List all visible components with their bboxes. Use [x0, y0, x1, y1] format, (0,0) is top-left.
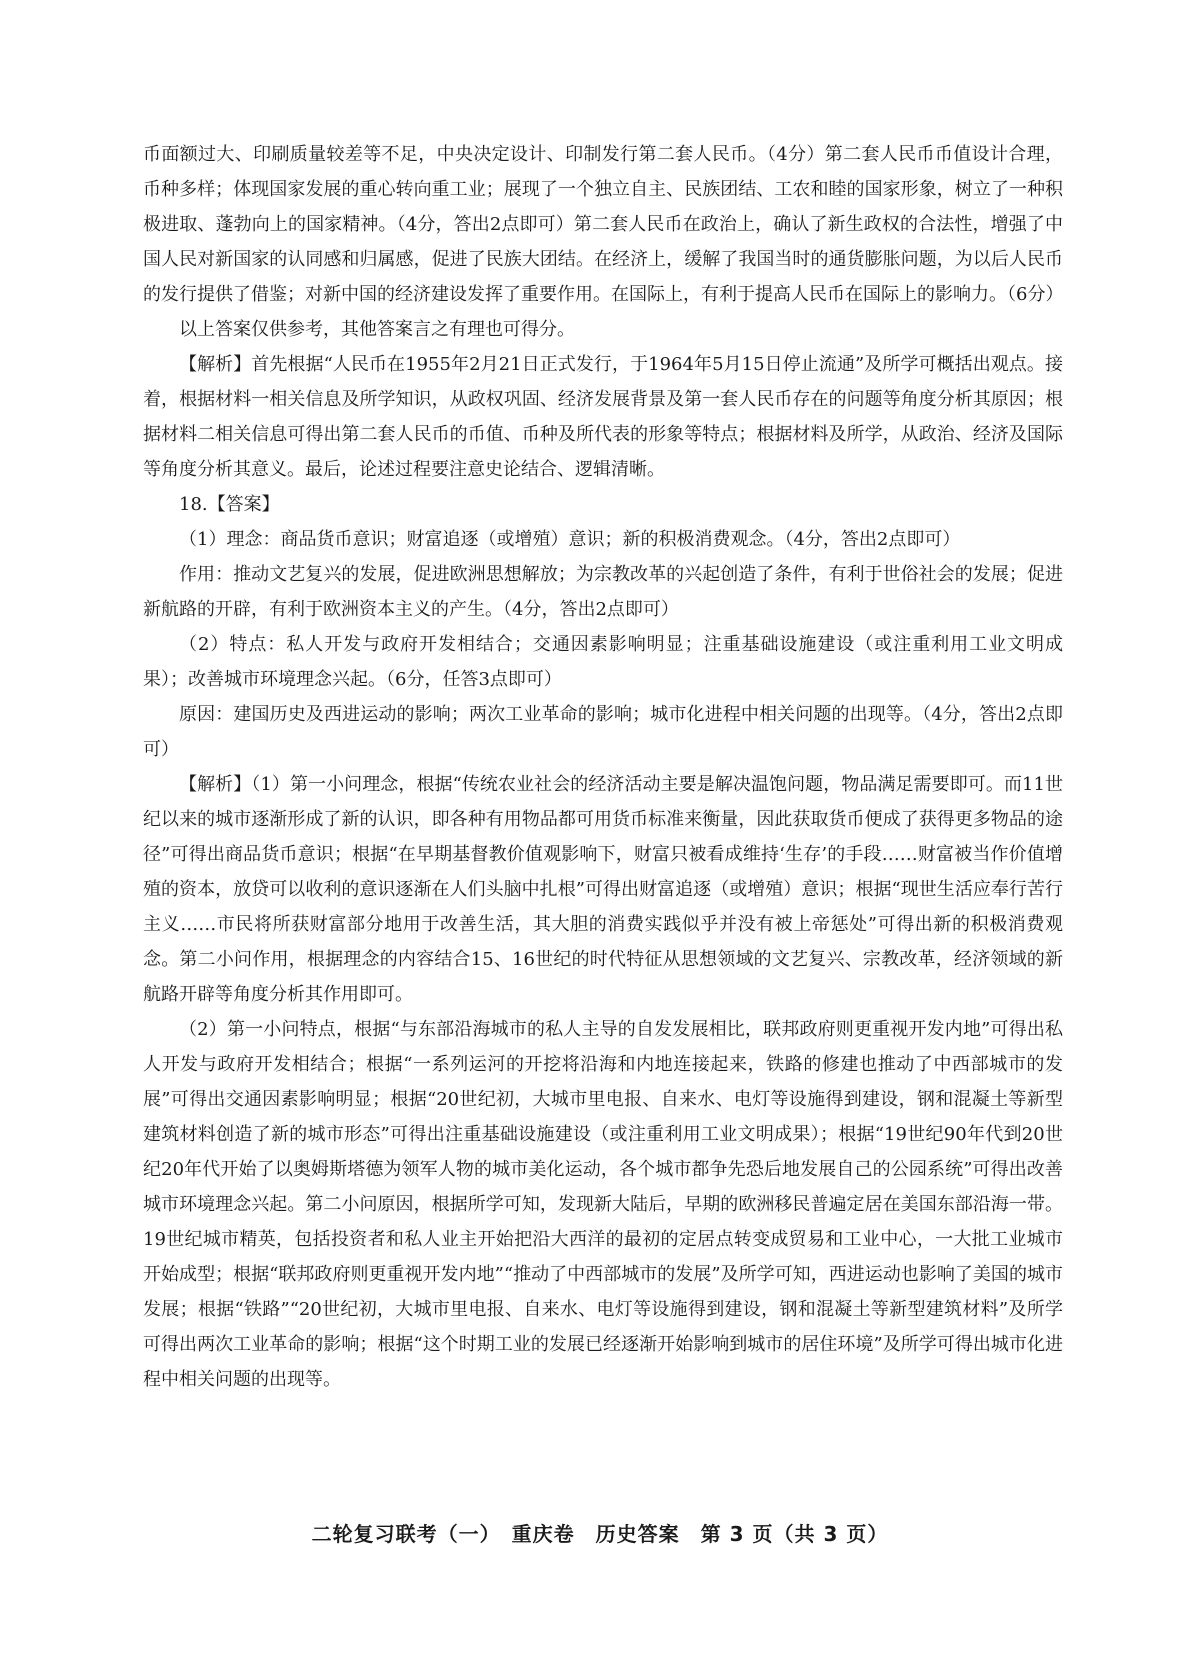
- paragraph-analysis-18-2: （2）第一小问特点，根据“与东部沿海城市的私人主导的自发发展相比，联邦政府则更重视开发内地”可得出私人开发与政府开发相结合；根据“一系列运河的开挖将沿海和内地连接起来，铁路的修建也推动了中西部城市的发展”可得出交通因素影响明显；根据“20世纪初，大城市里电报、自来水、电灯等设施得到建设，钢和混凝土等新型建筑材料创造了新的城市形态”可得出注重基础设施建设（或注重利用工业文明成果）；根据“19世纪90年代到20世纪20年代开始了以奥姆斯塔德为领军人物的城市美化运动，各个城市都争先恐后地发展自己的公园系统”可得出改善城市环境理念兴起。第二小问原因，根据所学可知，发现新大陆后，早期的欧洲移民普遍定居在美国东部沿海一带。19世纪城市精英，包括投资者和私人业主开始把沿大西洋的最初的定居点转变成贸易和工业中心，一大批工业城市开始成型；根据“联邦政府则更重视开发内地”“推动了中西部城市的发展”及所学可知，西进运动也影响了美国的城市发展；根据“铁路”“20世纪初，大城市里电报、自来水、电灯等设施得到建设，钢和混凝土等新型建筑材料”及所学可得出两次工业革命的影响；根据“这个时期工业的发展已经逐渐开始影响到城市的居住环境”及所学可得出城市化进程中相关问题的出现等。: [143, 1019, 1063, 1390]
- paragraph-reference-note: 以上答案仅供参考，其他答案言之有理也可得分。: [179, 319, 575, 340]
- paragraph-18-1-concept: （1）理念：商品货币意识；财富追逐（或增殖）意识；新的积极消费观念。（4分，答出2点即可）: [179, 529, 961, 550]
- answer-content: [143, 137, 1063, 1397]
- paragraph-18-2-reasons: 原因：建国历史及西进运动的影响；两次工业革命的影响；城市化进程中相关问题的出现等。（4分，答出2点即可）: [143, 704, 1063, 760]
- page-footer: 二轮复习联考（一） 重庆卷 历史答案 第 3 页（共 3 页）: [311, 1522, 889, 1546]
- paragraph-18-1-effect: 作用：推动文艺复兴的发展，促进欧洲思想解放；为宗教改革的兴起创造了条件，有利于世俗社会的发展；促进新航路的开辟，有利于欧洲资本主义的产生。（4分，答出2点即可）: [143, 564, 1063, 620]
- paragraph-renminbi-answer: 币面额过大、印刷质量较差等不足，中央决定设计、印制发行第二套人民币。（4分）第二套人民币币值设计合理，币种多样；体现国家发展的重心转向重工业；展现了一个独立自主、民族团结、工农和睦的国家形象，树立了一种积极进取、蓬勃向上的国家精神。（4分，答出2点即可）第二套人民币在政治上，确认了新生政权的合法性，增强了中国人民对新国家的认同感和归属感，促进了民族大团结。在经济上，缓解了我国当时的通货膨胀问题，为以后人民币的发行提供了借鉴；对新中国的经济建设发挥了重要作用。在国际上，有利于提高人民币在国际上的影响力。（6分）: [143, 144, 1064, 305]
- paragraph-18-2-features: （2）特点：私人开发与政府开发相结合；交通因素影响明显；注重基础设施建设（或注重利用工业文明成果）；改善城市环境理念兴起。（6分，任答3点即可）: [143, 634, 1063, 690]
- question-18-heading: 18.【答案】: [179, 494, 280, 515]
- paragraph-analysis-17: 【解析】首先根据“人民币在1955年2月21日正式发行，于1964年5月15日停止流通”及所学可概括出观点。接着，根据材料一相关信息及所学知识，从政权巩固、经济发展背景及第一套人民币存在的问题等角度分析其原因；根据材料二相关信息可得出第二套人民币的币值、币种及所代表的形象等特点；根据材料及所学，从政治、经济及国际等角度分析其意义。最后，论述过程要注意史论结合、逻辑清晰。: [143, 354, 1063, 480]
- paragraph-analysis-18-1: 【解析】（1）第一小问理念，根据“传统农业社会的经济活动主要是解决温饱问题，物品满足需要即可。而11世纪以来的城市逐渐形成了新的认识，即各种有用物品都可用货币标准来衡量，因此获取货币便成了获得更多物品的途径”可得出商品货币意识；根据“在早期基督教价值观影响下，财富只被看成维持‘生存’的手段……财富被当作价值增殖的资本，放贷可以收利的意识逐渐在人们头脑中扎根”可得出财富追逐（或增殖）意识；根据“现世生活应奉行苦行主义……市民将所获财富部分地用于改善生活，其大胆的消费实践似乎并没有被上帝惩处”可得出新的积极消费观念。第二小问作用，根据理念的内容结合15、16世纪的时代特征从思想领域的文艺复兴、宗教改革，经济领域的新航路开辟等角度分析其作用即可。: [143, 774, 1063, 1005]
